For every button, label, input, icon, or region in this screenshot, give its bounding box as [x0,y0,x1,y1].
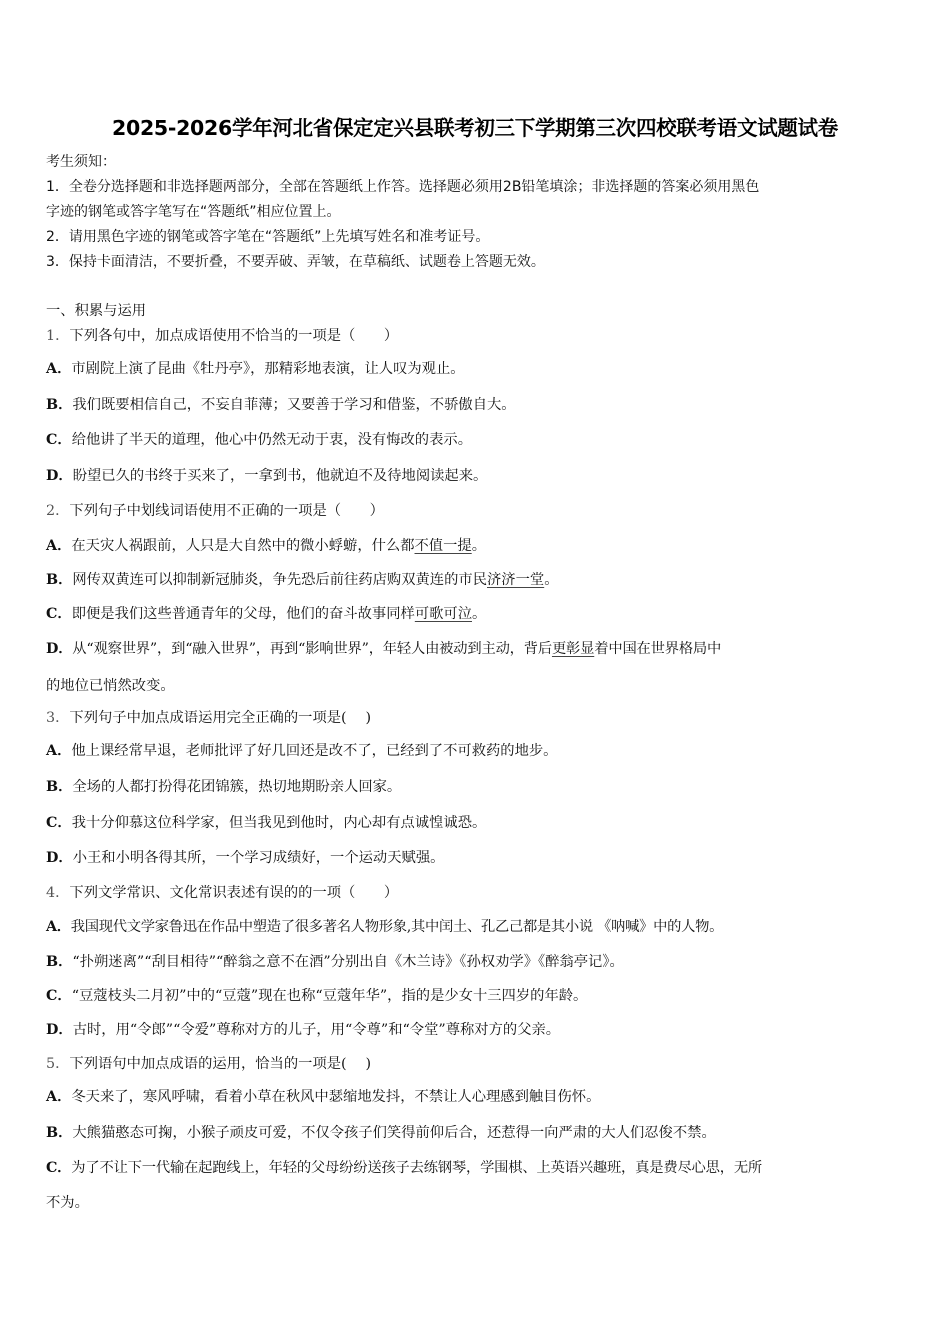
question-number: 4． [46,885,70,901]
question-number: 3． [46,710,70,726]
notice-item-2: 2．请用黑色字迹的钢笔或答字笔在“答题纸”上先填写姓名和准考证号。 [46,229,490,245]
notice-heading: 考生须知： [46,154,116,170]
question-number: 1． [46,328,70,344]
question-3-option-c: C．我十分仰慕这位科学家，但当我见到他时，内心却有点诚惶诚恐。 [46,815,487,831]
question-2-option-c: C．即便是我们这些普通青年的父母，他们的奋斗故事同样可歌可泣。 [46,606,487,622]
underlined-phrase: 不值一提 [414,538,472,554]
question-number: 2． [46,503,70,519]
page-title: 2025-2026学年河北省保定定兴县联考初三下学期第三次四校联考语文试题试卷 [112,116,838,140]
notice-item-3: 3．保持卡面清洁，不要折叠，不要弄破、弄皱，在草稿纸、试题卷上答题无效。 [46,254,545,270]
question-3-stem: 3．下列句子中加点成语运用完全正确的一项是( ) [46,710,372,726]
question-4-option-d: D．古时，用“令郎”“令爱”尊称对方的儿子，用“令尊”和“令堂”尊称对方的父亲。 [46,1022,561,1038]
question-2-stem: 2．下列句子中划线词语使用不正确的一项是（ ） [46,503,384,519]
question-3-option-b: B．全场的人都打扮得花团锦簇，热切地期盼亲人回家。 [46,779,402,795]
question-4-option-b: B．“扑朔迷离”“刮目相待”“醉翁之意不在酒”分别出自《木兰诗》《孙权劝学》《醉翁亭记》。 [46,954,624,970]
question-1-option-d: D．盼望已久的书终于买来了，一拿到书，他就迫不及待地阅读起来。 [46,468,488,484]
underlined-phrase: 济济一堂 [487,572,545,588]
section-heading: 一、积累与运用 [46,303,147,319]
question-1-option-b: B．我们既要相信自己，不妄自菲薄；又要善于学习和借鉴，不骄傲自大。 [46,397,516,413]
underlined-phrase: 可歌可泣 [414,606,472,622]
question-4-option-a: A．我国现代文学家鲁迅在作品中塑造了很多著名人物形象,其中闰土、孔乙己都是其小说 《呐喊》中的人物。 [46,919,724,935]
question-1-option-c: C．给他讲了半天的道理，他心中仍然无动于衷，没有悔改的表示。 [46,432,472,448]
question-1-stem: 1．下列各句中，加点成语使用不恰当的一项是（ ） [46,328,399,344]
question-5-option-b: B．大熊猫憨态可掬，小猴子顽皮可爱，不仅令孩子们笑得前仰后合，还惹得一向严肃的大人们忍俊不禁。 [46,1125,716,1141]
question-5-option-a: A．冬天来了，寒风呼啸，看着小草在秋风中瑟缩地发抖，不禁让人心理感到触目伤怀。 [46,1089,601,1105]
question-2-option-d: D．从“观察世界”，到“融入世界”，再到“影响世界”，年轻人由被动到主动，背后更彰显着中国在世界格局中 [46,641,722,657]
question-2-option-d-cont: 的地位已悄然改变。 [46,678,175,694]
question-3-option-d: D．小王和小明各得其所，一个学习成绩好，一个运动天赋强。 [46,850,445,866]
question-number: 5． [46,1056,70,1072]
question-5-option-c: C．为了不让下一代输在起跑线上，年轻的父母纷纷送孩子去练钢琴，学围棋、上英语兴趣班，真是费尽心思，无所 [46,1160,763,1176]
question-4-option-c: C．“豆蔻枝头二月初”中的“豆蔻”现在也称“豆蔻年华”，指的是少女十三四岁的年龄。 [46,988,588,1004]
question-4-stem: 4．下列文学常识、文化常识表述有误的的一项（ ） [46,885,399,901]
notice-item-1: 1．全卷分选择题和非选择题两部分，全部在答题纸上作答。选择题必须用2B铅笔填涂；非选择题的答案必须用黑色 [46,179,760,195]
question-3-option-a: A．他上课经常早退，老师批评了好几回还是改不了，已经到了不可救药的地步。 [46,743,558,759]
question-2-option-a: A．在天灾人祸跟前，人只是大自然中的微小蜉蝣，什么都不值一提。 [46,538,486,554]
question-5-stem: 5．下列语句中加点成语的运用，恰当的一项是( ) [46,1056,372,1072]
question-5-option-c-cont: 不为。 [46,1195,89,1211]
question-2-option-b: B．网传双黄连可以抑制新冠肺炎，争先恐后前往药店购双黄连的市民济济一堂。 [46,572,559,588]
question-1-option-a: A．市剧院上演了昆曲《牡丹亭》，那精彩地表演，让人叹为观止。 [46,361,465,377]
underlined-phrase: 更彰显 [551,641,595,657]
notice-item-1-cont: 字迹的钢笔或答字笔写在“答题纸”相应位置上。 [46,204,341,220]
